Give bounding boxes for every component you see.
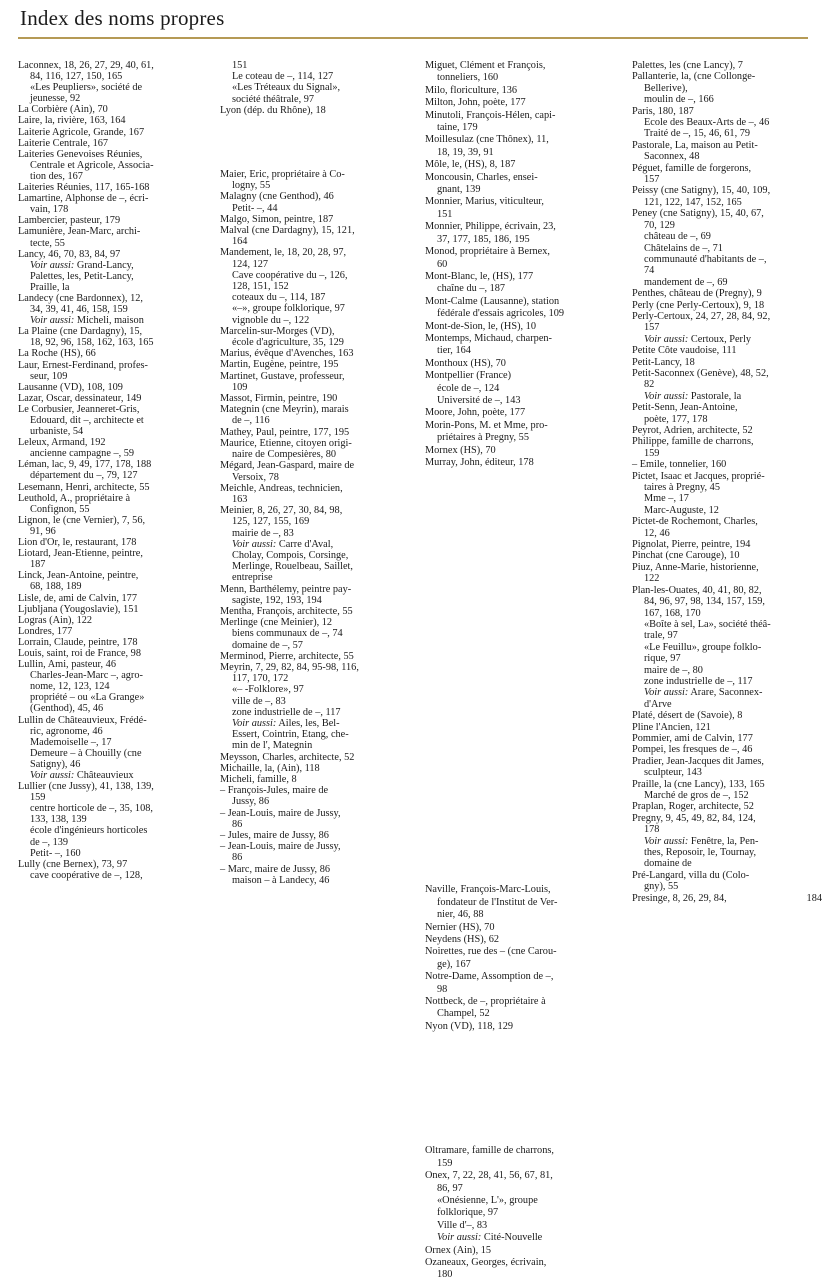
index-entry: Perly (cne Perly-Certoux), 9, 18 [632, 299, 765, 311]
index-subentry: 84, 96, 97, 98, 134, 157, 159, [644, 596, 765, 608]
see-also-label: Voir aussi: [644, 835, 689, 847]
index-entry: Lisle, de, ami de Calvin, 177 [18, 592, 137, 604]
see-also-label: Voir aussi: [644, 333, 689, 345]
index-entry: Pradier, Jean-Jacques dit James, [632, 755, 764, 767]
index-subentry: 86, 97 [437, 1182, 463, 1194]
index-entry: Lorrain, Claude, peintre, 178 [18, 636, 138, 648]
index-subentry: d'Arve [644, 698, 672, 710]
index-column-4 [632, 60, 822, 904]
index-entry: – Jean-Louis, maire de Jussy, [220, 841, 341, 853]
index-entry: Malagny (cne Genthod), 46 [220, 191, 334, 203]
index-subentry: urbaniste, 54 [30, 426, 84, 438]
index-entry: Moore, John, poète, 177 [425, 407, 526, 419]
index-subentry: 37, 177, 185, 186, 195 [437, 233, 530, 245]
index-entry: Massot, Firmin, peintre, 190 [220, 393, 338, 405]
index-subentry: 12, 46 [644, 527, 670, 539]
index-subentry: mairie de –, 83 [232, 527, 294, 539]
index-subentry: 124, 127 [232, 258, 269, 270]
index-subentry: Demeure – à Chouilly (cne [30, 747, 142, 759]
index-subentry: 157 [644, 174, 660, 186]
index-subentry: Châtelains de –, 71 [644, 242, 723, 254]
index-subentry: ville de –, 83 [232, 695, 286, 707]
index-subentry: Ville d'–, 83 [437, 1219, 488, 1231]
index-column-1 [18, 60, 208, 881]
index-entry: Milo, floriculture, 136 [425, 84, 518, 96]
index-subentry: 121, 122, 147, 152, 165 [644, 196, 742, 208]
index-column-2 [220, 60, 410, 886]
index-entry: Lausanne (VD), 108, 109 [18, 381, 123, 393]
index-subentry: Voir aussi: Châteauvieux [30, 770, 134, 781]
index-subentry: 151 [437, 208, 453, 220]
index-subentry: Voir aussi: Pastorale, la [644, 390, 742, 402]
index-entry: Lullin, Ami, pasteur, 46 [18, 659, 116, 671]
index-subentry: fondateur de l'Institut de Ver- [437, 896, 558, 908]
index-subentry: société théâtrale, 97 [232, 93, 315, 105]
index-entry: Marcelin-sur-Morges (VD), [220, 325, 335, 337]
index-entry: La Plaine (cne Dardagny), 15, [18, 326, 143, 338]
index-subentry: Voir aussi: Ailes, les, Bel- [232, 717, 340, 729]
index-subentry: Palettes, les, Petit-Lancy, [30, 270, 134, 282]
letter-section-gap [425, 1033, 615, 1145]
index-entry: Marius, évêque d'Avenches, 163 [220, 348, 354, 360]
index-subentry: maire de –, 80 [644, 664, 703, 676]
index-subentry: nome, 12, 123, 124 [30, 681, 110, 693]
index-entry: Perly-Certoux, 24, 27, 28, 84, 92, [632, 310, 771, 322]
index-subentry: Centrale et Agricole, Associa- [30, 159, 154, 171]
index-subentry: «Onésienne, L'», groupe [437, 1194, 538, 1206]
index-subentry: 159 [437, 1157, 453, 1169]
index-subentry: 70, 129 [644, 219, 675, 231]
index-entry: Merlinge (cne Meinier), 12 [220, 617, 333, 629]
index-entry: Laiteries Genevoises Réunies, [18, 148, 143, 160]
index-subentry: chaîne du –, 187 [437, 283, 506, 295]
index-entry: Praplan, Roger, architecte, 52 [632, 801, 754, 813]
index-entry: Léman, lac, 9, 49, 177, 178, 188 [18, 459, 152, 471]
index-subentry: centre horticole de –, 35, 108, [30, 803, 153, 815]
index-entry: Petit-Lancy, 18 [632, 356, 695, 368]
index-entry: Nyon (VD), 118, 129 [425, 1020, 513, 1032]
index-entry: Neydens (HS), 62 [425, 934, 500, 946]
index-subentry: cave coopérative de –, 128, [30, 869, 143, 881]
index-entry: Menn, Barthélemy, peintre pay- [220, 583, 352, 595]
index-subentry: entreprise [232, 572, 273, 584]
index-subentry: ge), 167 [437, 958, 471, 970]
index-subentry: Versoix, 78 [232, 471, 279, 483]
index-subentry: 82 [644, 379, 655, 391]
index-subentry: min de l', Mategnin [232, 740, 313, 752]
index-entry: Piuz, Anne-Marie, historienne, [632, 561, 759, 573]
page-title: Index des noms propres [20, 6, 225, 30]
index-entry: Lambercier, pasteur, 179 [18, 215, 121, 227]
title-rule [18, 37, 808, 39]
index-subentry: Confignon, 55 [30, 503, 90, 515]
index-entry: Martinet, Gustave, professeur, [220, 370, 345, 382]
index-entry: Lancy, 46, 70, 83, 84, 97 [18, 248, 121, 260]
index-subentry: Saconnex, 48 [644, 151, 700, 163]
index-subentry: communauté d'habitants de –, [644, 253, 767, 265]
index-entry: Lignon, le (cne Vernier), 7, 56, [18, 514, 146, 526]
index-entry: Meinier, 8, 26, 27, 30, 84, 98, [220, 505, 343, 517]
index-entry: Pictet, Isaac et Jacques, proprié- [632, 470, 765, 482]
index-entry: Philippe, famille de charrons, [632, 436, 754, 448]
index-entry: Peyrot, Adrien, architecte, 52 [632, 425, 753, 436]
index-subentry: rique, 97 [644, 653, 681, 665]
index-entry: Palettes, les (cne Lancy), 7 [632, 60, 743, 71]
index-entry: Naville, François-Marc-Louis, [425, 884, 551, 896]
index-subentry: 151 [232, 60, 248, 71]
index-entry: – Jules, maire de Jussy, 86 [220, 830, 329, 841]
index-entry: Meyrin, 7, 29, 82, 84, 95-98, 116, [220, 661, 359, 673]
index-subentry: 159 [644, 447, 660, 459]
index-subentry: mandement de –, 69 [644, 276, 728, 288]
index-subentry: 74 [644, 265, 655, 277]
index-entry: Monod, propriétaire à Bernex, [425, 246, 550, 258]
index-entry: – François-Jules, maire de [220, 785, 329, 797]
index-subentry: 84, 116, 127, 150, 165 [30, 71, 123, 83]
index-entry: Logras (Ain), 122 [18, 614, 93, 626]
index-subentry: «–», groupe folklorique, 97 [232, 303, 345, 315]
index-entry: Onex, 7, 22, 28, 41, 56, 67, 81, [425, 1170, 553, 1182]
index-entry: Lion d'Or, le, restaurant, 178 [18, 537, 137, 549]
index-entry: Lyon (dép. du Rhône), 18 [220, 104, 326, 116]
index-entry: Mathey, Paul, peintre, 177, 195 [220, 426, 350, 438]
index-entry: Mentha, François, architecte, 55 [220, 605, 353, 617]
index-entry: Laiterie Agricole, Grande, 167 [18, 126, 145, 138]
index-subentry: jeunesse, 92 [30, 93, 81, 105]
index-subentry: 18, 19, 39, 91 [437, 146, 494, 158]
index-subentry: «Le Feuillu», groupe folklo- [644, 641, 762, 653]
index-subentry: 34, 39, 41, 46, 158, 159 [30, 304, 128, 316]
index-subentry: Le coteau de –, 114, 127 [232, 71, 334, 83]
index-entry: Oltramare, famille de charrons, [425, 1145, 554, 1157]
index-subentry: de –, 116 [232, 415, 270, 427]
index-subentry: 157 [644, 322, 660, 334]
index-entry: Lamartine, Alphonse de –, écri- [18, 193, 149, 205]
index-subentry: école d'agriculture, 35, 129 [232, 337, 344, 349]
index-subentry: zone industrielle de –, 117 [232, 706, 341, 718]
index-entry: Paris, 180, 187 [632, 105, 694, 117]
index-subentry: «Les Tréteaux du Signal», [232, 82, 341, 94]
index-subentry: priétaires à Pregny, 55 [437, 432, 529, 444]
index-entry: Presinge, 8, 26, 29, 84, 184 [632, 892, 822, 904]
index-subentry: poète, 177, 178 [644, 413, 708, 425]
index-subentry: 128, 151, 152 [232, 281, 289, 293]
index-entry: Laiteries Réunies, 117, 165-168 [18, 182, 150, 194]
letter-section-gap [220, 116, 410, 169]
see-also-label: Voir aussi: [30, 259, 75, 271]
index-subentry: Essert, Cointrin, Etang, che- [232, 729, 349, 741]
index-entry: Mandement, le, 18, 20, 28, 97, [220, 247, 347, 259]
index-subentry: 164 [232, 236, 248, 248]
index-subentry: 86 [232, 818, 243, 830]
index-subentry: domaine de [644, 858, 692, 870]
index-subentry: taires à Pregny, 45 [644, 482, 720, 494]
index-entry: Lamunière, Jean-Marc, archi- [18, 226, 141, 238]
index-entry: Micheli, famille, 8 [220, 773, 297, 785]
index-subentry: gny), 55 [644, 881, 679, 893]
index-subentry: Mademoiselle –, 17 [30, 736, 112, 748]
index-entry: Miguet, Clément et François, [425, 60, 546, 71]
index-entry: – Emile, tonnelier, 160 [632, 459, 727, 471]
index-subentry: (Genthod), 45, 46 [30, 703, 104, 715]
index-subentry: tecte, 55 [30, 237, 65, 249]
index-subentry: domaine de –, 57 [232, 639, 303, 651]
index-subentry: Petit- –, 44 [232, 202, 278, 214]
index-entry: Petit-Senn, Jean-Antoine, [632, 402, 738, 414]
index-entry: Leuthold, A., propriétaire à [18, 492, 131, 504]
index-entry: Morin-Pons, M. et Mme, pro- [425, 419, 548, 431]
index-entry: Mont-Blanc, le, (HS), 177 [425, 270, 534, 282]
index-entry: Martin, Eugène, peintre, 195 [220, 359, 339, 371]
see-also-label: Voir aussi: [232, 538, 277, 550]
index-entry: Landecy (cne Bardonnex), 12, [18, 292, 143, 304]
index-entry: Pline l'Ancien, 121 [632, 721, 711, 733]
index-entry: Mategnin (cne Meyrin), marais [220, 404, 349, 416]
see-also-label: Voir aussi: [644, 687, 689, 699]
index-subentry: Traité de –, 15, 46, 61, 79 [644, 128, 751, 140]
index-subentry: moulin de –, 166 [644, 94, 714, 106]
index-subentry: 117, 170, 172 [232, 673, 289, 685]
index-subentry: propriété – ou «La Grange» [30, 692, 145, 704]
index-entry: Môle, le, (HS), 8, 187 [425, 159, 516, 171]
index-subentry: Voir aussi: Micheli, maison [30, 315, 144, 327]
index-entry: Malval (cne Dardagny), 15, 121, [220, 225, 355, 237]
index-subentry: taine, 179 [437, 122, 478, 134]
index-entry: Leleux, Armand, 192 [18, 437, 106, 449]
index-entry: Notre-Dame, Assomption de –, [425, 971, 554, 983]
index-subentry: ancienne campagne –, 59 [30, 448, 135, 460]
index-subentry: maison – à Landecy, 46 [232, 874, 330, 886]
index-entry: Lullier (cne Jussy), 41, 138, 139, [18, 781, 154, 793]
index-subentry: Voir aussi: Cité-Nouvelle [437, 1232, 543, 1244]
index-entry: – Marc, maire de Jussy, 86 [220, 863, 330, 875]
index-entry: Merminod, Pierre, architecte, 55 [220, 650, 354, 662]
index-subentry: 178 [644, 824, 660, 836]
index-entry: Penthes, château de (Pregny), 9 [632, 288, 762, 300]
index-subentry: Université de –, 143 [437, 394, 521, 406]
index-subentry: Voir aussi: Grand-Lancy, [30, 259, 134, 271]
index-subentry: 167, 168, 170 [644, 607, 701, 619]
index-subentry: 109 [232, 381, 248, 393]
index-subentry: 122 [644, 573, 660, 585]
index-subentry: biens communaux de –, 74 [232, 628, 343, 640]
index-entry: Platé, désert de (Savoie), 8 [632, 710, 743, 722]
index-entry: Montpellier (France) [425, 370, 512, 382]
index-subentry: nier, 46, 88 [437, 909, 484, 921]
index-entry: Plan-les-Ouates, 40, 41, 80, 82, [632, 584, 762, 596]
index-entry: Laiterie Centrale, 167 [18, 137, 109, 149]
index-entry: Mégard, Jean-Gaspard, maire de [220, 460, 355, 472]
index-entry: Laconnex, 18, 26, 27, 29, 40, 61, [18, 60, 154, 71]
index-entry: Péguet, famille de forgerons, [632, 162, 752, 174]
index-entry: Le Corbusier, Jeanneret-Gris, [18, 403, 140, 415]
index-subentry: trale, 97 [644, 630, 678, 642]
index-entry: Liotard, Jean-Etienne, peintre, [18, 548, 143, 560]
index-subentry: naire de Compesières, 80 [232, 449, 337, 461]
index-entry: Malgo, Simon, peintre, 187 [220, 213, 334, 225]
index-subentry: Cholay, Compois, Corsinge, [232, 549, 349, 561]
index-entry: Monnier, Marius, viticulteur, [425, 196, 544, 208]
index-entry: Pré-Langard, villa du (Colo- [632, 869, 750, 881]
index-entry: Mont-Calme (Lausanne), station [425, 295, 560, 307]
index-subentry: «Les Peupliers», société de [30, 82, 143, 94]
index-entry: Noirettes, rue des – (cne Carou- [425, 946, 557, 958]
index-subentry: folklorique, 97 [437, 1207, 499, 1219]
see-also-label: Voir aussi: [644, 390, 689, 402]
index-subentry: «Boîte à sel, La», société théâ- [644, 618, 771, 630]
index-subentry: sculpteur, 143 [644, 767, 702, 779]
index-subentry: Jussy, 86 [232, 796, 270, 808]
index-entry: Nottbeck, de –, propriétaire à [425, 996, 546, 1008]
index-subentry: ric, agronome, 46 [30, 725, 103, 737]
index-subentry: de –, 139 [30, 836, 69, 848]
index-entry: Michaille, la, (Ain), 118 [220, 762, 320, 774]
index-entry: Linck, Jean-Antoine, peintre, [18, 570, 139, 582]
index-entry: Lullin de Châteauvieux, Frédé- [18, 714, 147, 726]
letter-section-gap [425, 469, 615, 884]
index-column-3 [425, 60, 615, 1282]
index-entry: Praille, la (cne Lancy), 133, 165 [632, 778, 765, 790]
index-entry: Moncousin, Charles, ensei- [425, 171, 538, 183]
index-subentry: Charles-Jean-Marc –, agro- [30, 670, 143, 682]
index-entry: Monnier, Philippe, écrivain, 23, [425, 221, 556, 233]
index-subentry: Bellerive), [644, 82, 688, 94]
index-subentry: Satigny), 46 [30, 758, 81, 770]
index-subentry: tonneliers, 160 [437, 72, 499, 84]
index-entry: Pallanterie, la, (cne Collonge- [632, 71, 756, 83]
index-subentry: Merlinge, Rouelbeau, Saillet, [232, 561, 353, 573]
index-subentry: Voir aussi: Certoux, Perly [644, 333, 751, 345]
index-entry: Pinchat (cne Carouge), 10 [632, 550, 740, 562]
index-entry: Minutoli, François-Hélen, capi- [425, 109, 556, 121]
see-also-label: Voir aussi: [30, 770, 75, 781]
index-subentry: 125, 127, 155, 169 [232, 516, 310, 528]
index-entry: Ljubljana (Yougoslavie), 151 [18, 603, 139, 615]
index-entry: Mont-de-Sion, le, (HS), 10 [425, 320, 536, 332]
index-subentry: 98 [437, 983, 448, 995]
index-subentry: Voir aussi: Carre d'Aval, [232, 538, 334, 550]
index-subentry: zone industrielle de –, 117 [644, 675, 753, 687]
index-entry: Maier, Eric, propriétaire à Co- [220, 169, 345, 181]
index-entry: Moillesulaz (cne Thônex), 11, [425, 134, 549, 146]
see-also-label: Voir aussi: [232, 717, 277, 729]
index-subentry: Voir aussi: Fenêtre, la, Pen- [644, 835, 759, 847]
index-entry: Montemps, Michaud, charpen- [425, 332, 552, 344]
index-subentry: «– -Folklore», 97 [232, 684, 304, 696]
index-subentry: Marché de gros de –, 152 [644, 790, 749, 801]
index-subentry: vignoble du –, 122 [232, 314, 310, 326]
index-entry: Louis, saint, roi de France, 98 [18, 647, 141, 659]
page-number: 184 [806, 892, 822, 904]
index-entry: Pompei, les fresques de –, 46 [632, 744, 753, 756]
index-subentry: 187 [30, 559, 46, 571]
index-subentry: Ecole des Beaux-Arts de –, 46 [644, 117, 770, 129]
index-subentry: fédérale d'essais agricoles, 109 [437, 308, 565, 320]
index-entry: Ozaneaux, Georges, écrivain, [425, 1256, 547, 1268]
index-subentry: sagiste, 192, 193, 194 [232, 594, 322, 606]
index-entry: Monthoux (HS), 70 [425, 357, 506, 369]
index-subentry: château de –, 69 [644, 231, 711, 243]
index-entry: Maurice, Etienne, citoyen origi- [220, 437, 352, 449]
see-also-label: Voir aussi: [437, 1232, 482, 1244]
index-subentry: 91, 96 [30, 525, 56, 537]
index-subentry: tier, 164 [437, 345, 471, 357]
see-also-label: Voir aussi: [30, 315, 75, 327]
index-entry: Petite Côte vaudoise, 111 [632, 345, 737, 357]
index-entry: Murray, John, éditeur, 178 [425, 457, 534, 468]
index-subentry: école d'ingénieurs horticoles [30, 825, 148, 837]
index-subentry: coteaux du –, 114, 187 [232, 292, 326, 304]
index-subentry: 159 [30, 792, 46, 804]
index-entry: Peissy (cne Satigny), 15, 40, 109, [632, 185, 771, 197]
index-entry: Pregny, 9, 45, 49, 82, 84, 124, [632, 812, 756, 824]
index-subentry: thes, Reposoir, le, Tournay, [644, 847, 757, 859]
index-entry: Milton, John, poète, 177 [425, 97, 526, 109]
index-subentry: Voir aussi: Arare, Saconnex- [644, 687, 763, 699]
index-entry: Pastorale, La, maison au Petit- [632, 139, 758, 151]
index-entry: Peney (cne Satigny), 15, 40, 67, [632, 208, 764, 220]
index-subentry: Petit- –, 160 [30, 847, 81, 859]
index-subentry: 163 [232, 493, 248, 505]
index-entry: Nernier (HS), 70 [425, 921, 495, 933]
index-entry: Mornex (HS), 70 [425, 444, 496, 456]
index-entry: Laire, la, rivière, 163, 164 [18, 115, 126, 127]
index-subentry: 60 [437, 258, 448, 270]
index-subentry: école de –, 124 [437, 382, 500, 394]
index-subentry: 180 [437, 1269, 453, 1281]
index-subentry: gnant, 139 [437, 184, 481, 196]
index-subentry: seur, 109 [30, 370, 68, 382]
index-subentry: vain, 178 [30, 204, 69, 216]
index-subentry: 133, 138, 139 [30, 814, 87, 826]
index-subentry: Edouard, dit –, architecte et [30, 415, 144, 426]
index-subentry: Cave coopérative du –, 126, [232, 269, 348, 281]
index-entry: Meysson, Charles, architecte, 52 [220, 751, 355, 763]
index-subentry: Mme –, 17 [644, 493, 689, 505]
index-entry: – Jean-Louis, maire de Jussy, [220, 807, 341, 819]
index-entry: Lazar, Oscar, dessinateur, 149 [18, 392, 142, 404]
index-subentry: Champel, 52 [437, 1008, 490, 1020]
index-entry: Londres, 177 [18, 625, 73, 637]
index-subentry: 86 [232, 852, 243, 864]
index-entry: Pictet-de Rochemont, Charles, [632, 516, 758, 528]
index-entry: Lesemann, Henri, architecte, 55 [18, 481, 150, 493]
index-entry: Petit-Saconnex (Genève), 48, 52, [632, 367, 769, 379]
index-entry: La Roche (HS), 66 [18, 348, 96, 360]
index-subentry: 68, 188, 189 [30, 581, 82, 593]
index-entry: Pignolat, Pierre, peintre, 194 [632, 539, 751, 551]
index-subentry: logny, 55 [232, 180, 271, 192]
index-subentry: Marc-Auguste, 12 [644, 504, 719, 516]
index-entry: Ornex (Ain), 15 [425, 1244, 492, 1256]
index-entry: Lully (cne Bernex), 73, 97 [18, 858, 128, 870]
index-subentry: 18, 92, 96, 158, 162, 163, 165 [30, 337, 154, 349]
index-entry: Meichle, Andreas, technicien, [220, 482, 343, 494]
index-entry: Laur, Ernest-Ferdinand, profes- [18, 359, 148, 371]
index-subentry: département du –, 79, 127 [30, 470, 138, 482]
index-subentry: tion des, 167 [30, 170, 83, 182]
index-entry: La Corbière (Ain), 70 [18, 104, 108, 116]
index-entry: Pommier, ami de Calvin, 177 [632, 732, 753, 744]
index-subentry: Praille, la [30, 281, 70, 293]
